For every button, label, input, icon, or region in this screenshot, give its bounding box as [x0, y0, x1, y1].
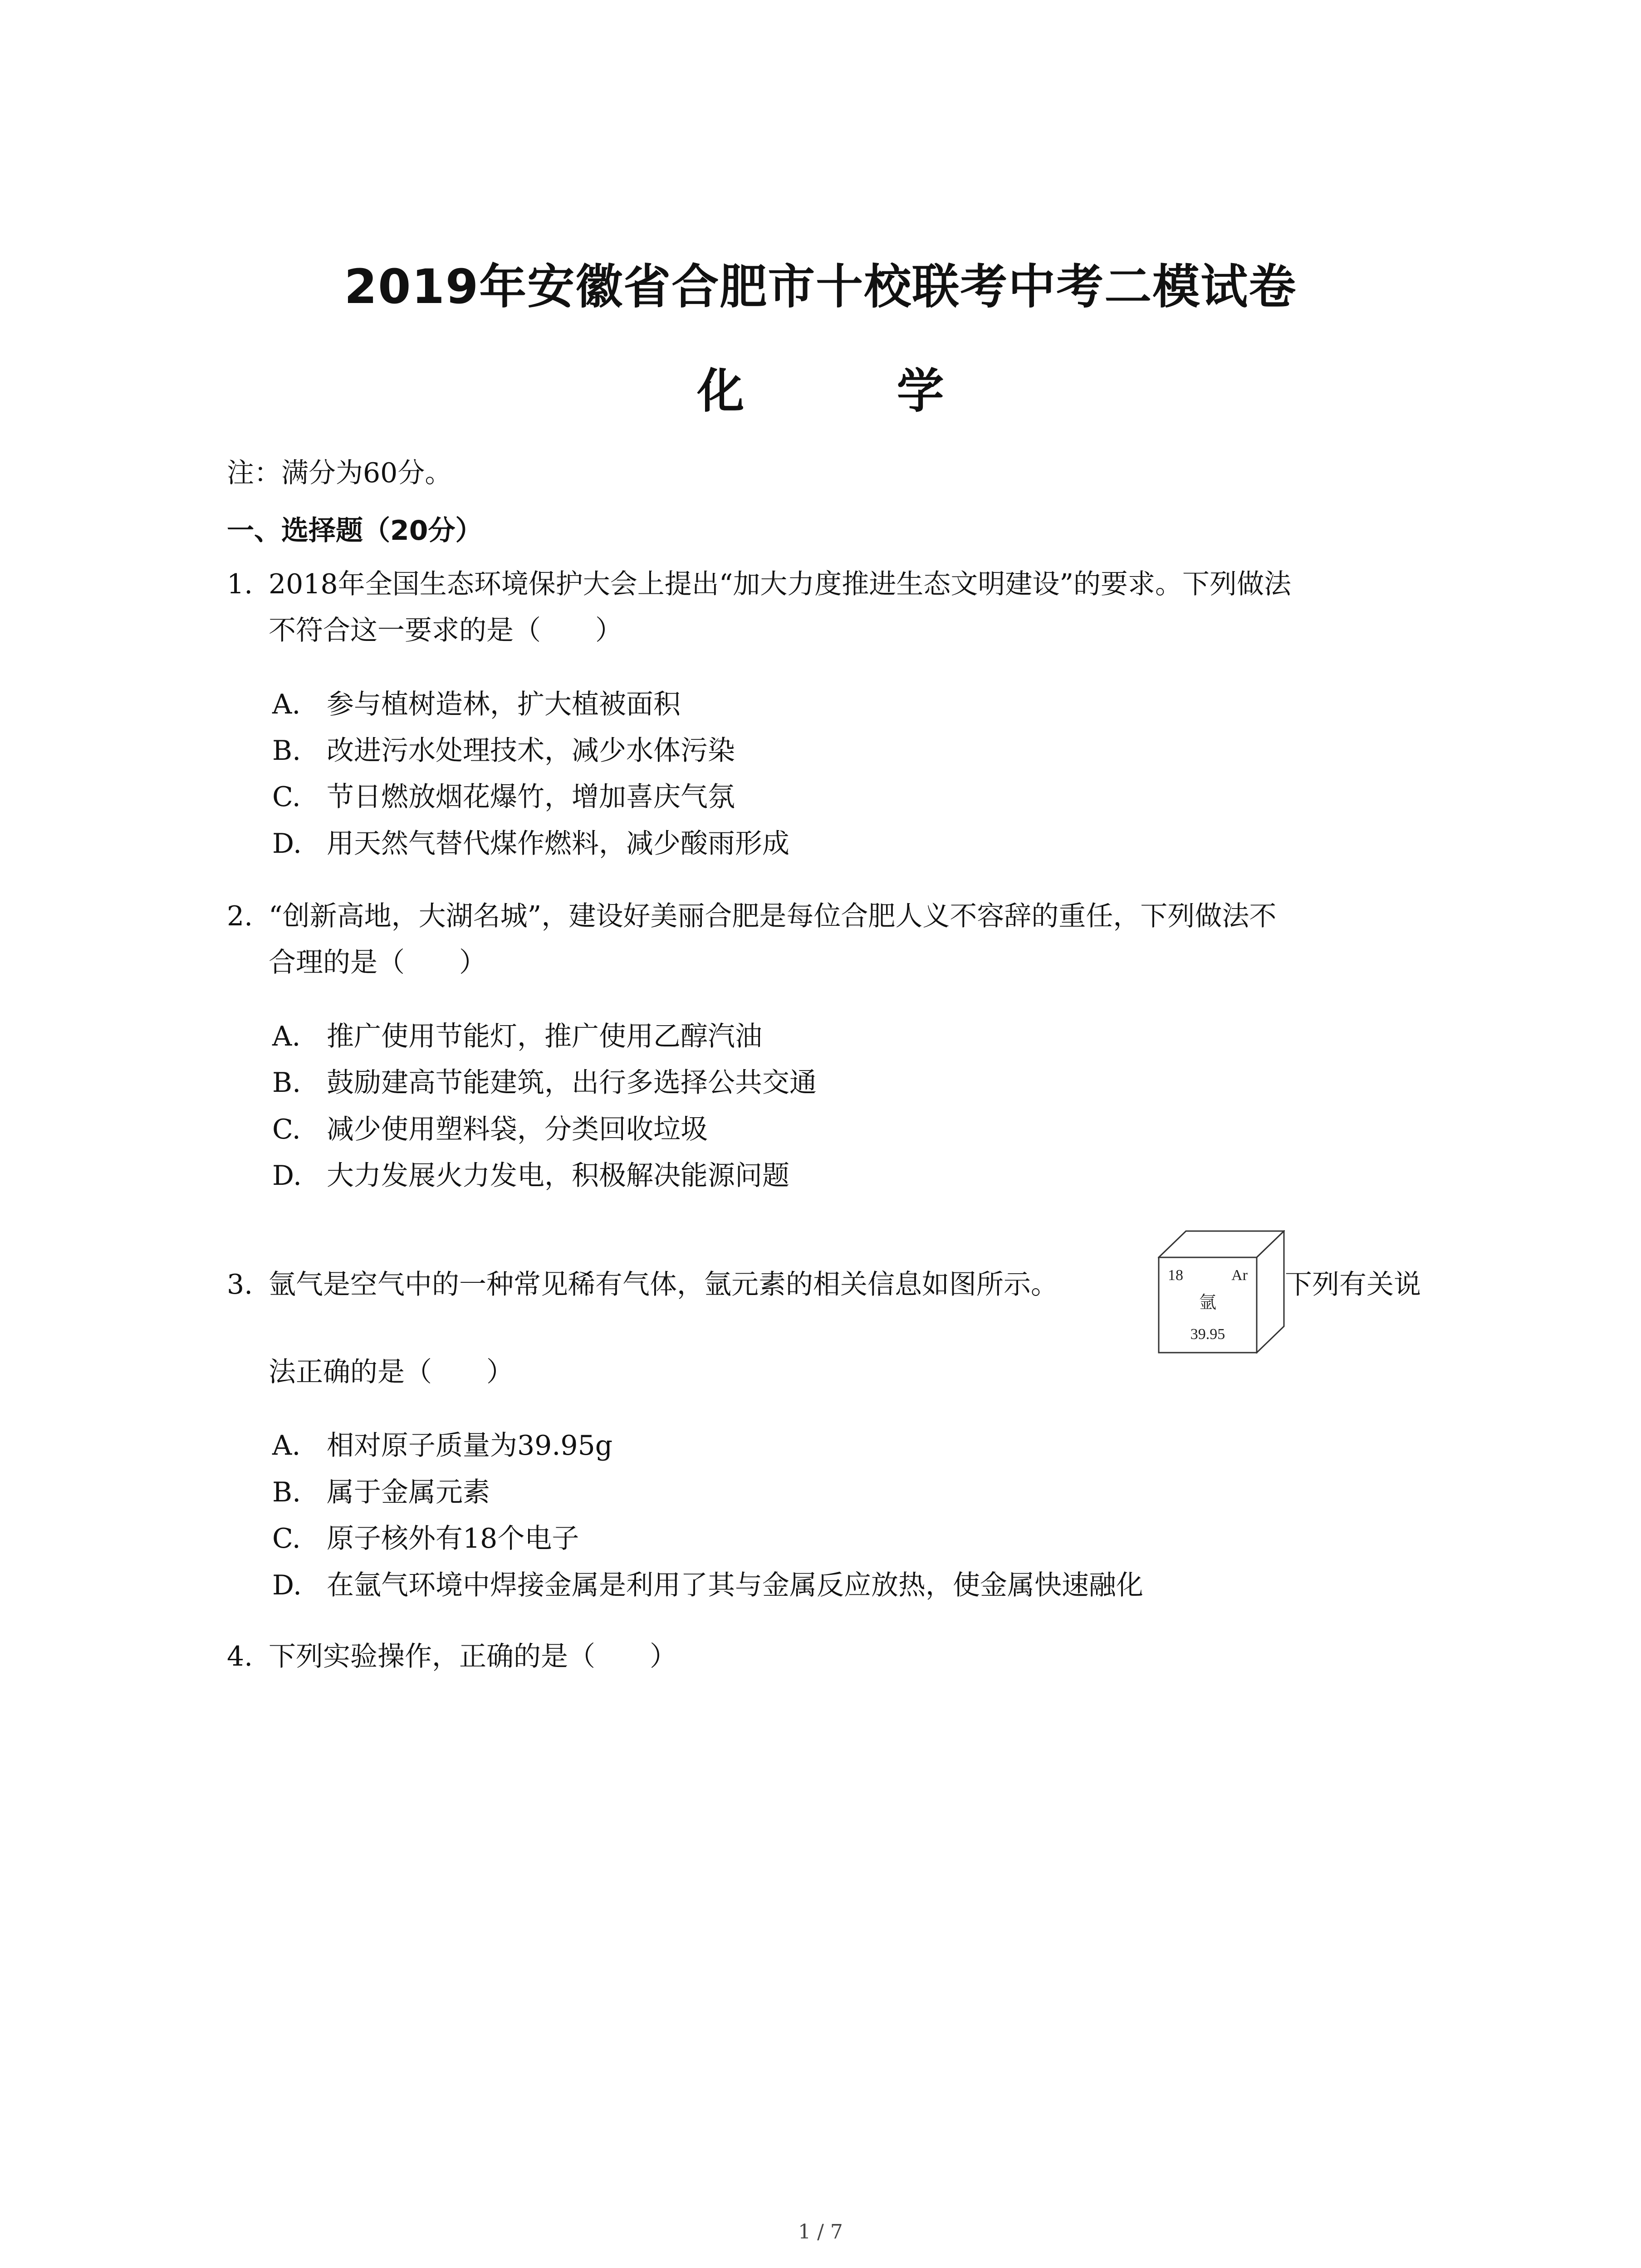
choice-letter: A.: [272, 689, 301, 720]
question-stem-text: 氩气是空气中的一种常见稀有气体，氩元素的相关信息如图所示。: [269, 1269, 1058, 1300]
choice-item: [272, 1111, 708, 1148]
question-number: 2.: [227, 900, 253, 932]
choice-item: [272, 686, 681, 723]
choice-item: [272, 1158, 789, 1194]
choice-text: 节日燃放烟花爆竹，增加喜庆气氛: [327, 781, 735, 813]
argon-symbol: Ar: [1231, 1267, 1248, 1284]
question-2-stem-line-1: [227, 898, 1276, 934]
question-1-stem-line-2: 不符合这一要求的是（ ）: [269, 615, 622, 646]
choice-letter: D.: [272, 828, 302, 860]
choice-letter: C.: [272, 1114, 301, 1145]
choice-item: [272, 826, 789, 862]
argon-atomic-number: 18: [1168, 1267, 1183, 1284]
question-stem-text: 下列实验操作，正确的是（ ）: [269, 1641, 677, 1672]
choice-text: 鼓励建高节能建筑，出行多选择公共交通: [327, 1067, 817, 1099]
choice-item: [272, 1474, 490, 1510]
question-3-stem-line-2: 法正确的是（ ）: [269, 1356, 514, 1388]
page-number: 1 / 7: [798, 2220, 843, 2244]
question-stem-text: “创新高地，大湖名城”，建设好美丽合肥是每位合肥人义不容辞的重任，下列做法不: [269, 900, 1277, 932]
exam-title: 2019年安徽省合肥市十校联考中考二模试卷: [344, 259, 1297, 314]
question-2-stem-line-2: 合理的是（ ）: [269, 947, 486, 978]
choice-text: 改进污水处理技术，减少水体污染: [327, 735, 735, 767]
score-note: 注：满分为60分。: [227, 457, 452, 489]
choice-letter: A.: [272, 1021, 301, 1052]
choice-text: 在氩气环境中焊接金属是利用了其与金属反应放热，使金属快速融化: [327, 1569, 1143, 1601]
choice-text: 原子核外有18个电子: [327, 1523, 579, 1554]
choice-item: [272, 779, 735, 815]
argon-name: 氩: [1199, 1292, 1217, 1312]
question-number: 3.: [227, 1269, 253, 1300]
choice-text: 属于金属元素: [327, 1476, 490, 1508]
choice-letter: C.: [272, 1523, 301, 1554]
argon-element-cell-figure: [1158, 1230, 1285, 1354]
choice-item: [272, 1018, 762, 1055]
choice-item: [272, 1520, 579, 1557]
choice-letter: B.: [272, 1476, 301, 1508]
question-stem-text: 2018年全国生态环境保护大会上提出“加大力度推进生态文明建设”的要求。下列做法: [269, 568, 1292, 600]
question-3-stem-line-1-tail: 下列有关说: [1285, 1269, 1421, 1300]
choice-letter: B.: [272, 735, 301, 767]
choice-letter: A.: [272, 1430, 301, 1461]
choice-item: [272, 1427, 612, 1464]
choice-letter: C.: [272, 781, 301, 813]
choice-item: [272, 733, 735, 769]
choice-letter: D.: [272, 1160, 302, 1192]
choice-item: [272, 1567, 1143, 1603]
choice-text: 减少使用塑料袋，分类回收垃圾: [327, 1114, 708, 1145]
choice-text: 参与植树造林，扩大植被面积: [327, 689, 681, 720]
question-number: 4.: [227, 1641, 253, 1672]
choice-text: 大力发展火力发电，积极解决能源问题: [327, 1160, 789, 1192]
choice-letter: D.: [272, 1569, 302, 1601]
choice-text: 推广使用节能灯，推广使用乙醇汽油: [327, 1021, 762, 1052]
choice-letter: B.: [272, 1067, 301, 1099]
question-number: 1.: [227, 568, 253, 600]
question-4-stem-line-1: [227, 1638, 677, 1675]
question-1-stem-line-1: [227, 566, 1291, 602]
choice-text: 用天然气替代煤作燃料，减少酸雨形成: [327, 828, 789, 860]
choice-item: [272, 1065, 817, 1101]
question-3-stem-line-1: [227, 1266, 1058, 1303]
choice-text: 相对原子质量为39.95g: [327, 1430, 613, 1461]
argon-atomic-mass: 39.95: [1190, 1326, 1225, 1343]
subject-title: 化 学: [697, 363, 1012, 419]
section-heading: 一、选择题（20分）: [227, 515, 483, 547]
